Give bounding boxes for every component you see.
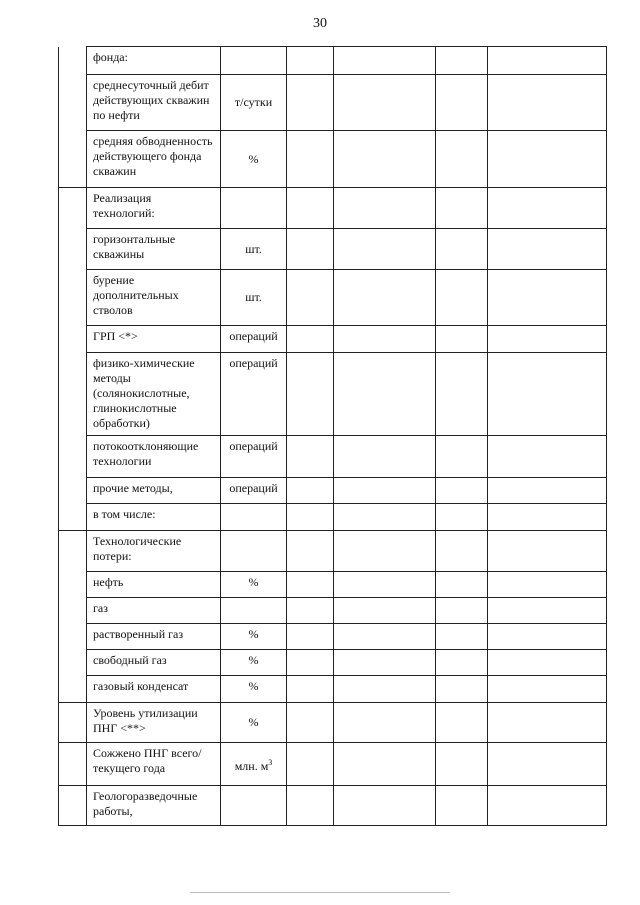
unit-cell <box>221 703 287 743</box>
value-cell <box>287 75 334 131</box>
value-cell <box>287 353 334 436</box>
table-row <box>59 531 607 572</box>
value-cell <box>488 504 607 531</box>
unit-text: операций <box>229 439 278 453</box>
value-cell <box>287 676 334 703</box>
table-row <box>59 676 607 703</box>
value-cell <box>436 229 488 270</box>
value-cell <box>488 188 607 229</box>
indicator-label: газовый конденсат <box>87 676 221 703</box>
value-cell <box>334 786 436 826</box>
unit-text: % <box>248 151 259 166</box>
indicator-label: потокоотклоняющие технологии <box>87 436 221 478</box>
unit-cell <box>221 743 287 786</box>
value-cell <box>488 436 607 478</box>
row-marker-cell <box>59 531 87 572</box>
value-cell <box>436 703 488 743</box>
value-cell <box>287 188 334 229</box>
value-cell <box>334 624 436 650</box>
unit-text: операций <box>229 481 278 495</box>
value-cell <box>488 270 607 326</box>
value-cell <box>488 131 607 188</box>
unit-text: % <box>248 715 259 729</box>
value-cell <box>334 326 436 353</box>
value-cell <box>334 504 436 531</box>
table-row <box>59 326 607 353</box>
value-cell <box>334 531 436 572</box>
unit-text: % <box>248 627 259 641</box>
value-cell <box>436 504 488 531</box>
indicator-label: Реализация технологий: <box>87 188 221 229</box>
unit-cell <box>221 478 287 504</box>
unit-cell <box>221 598 287 624</box>
table-row <box>59 504 607 531</box>
unit-text: % <box>248 575 259 589</box>
unit-text: шт. <box>245 290 262 304</box>
row-marker-cell <box>59 131 87 188</box>
value-cell <box>334 676 436 703</box>
table-row <box>59 47 607 75</box>
value-cell <box>287 703 334 743</box>
indicator-label: растворенный газ <box>87 624 221 650</box>
table-row <box>59 743 607 786</box>
value-cell <box>334 75 436 131</box>
value-cell <box>334 598 436 624</box>
row-marker-cell <box>59 650 87 676</box>
value-cell <box>436 624 488 650</box>
row-marker-cell <box>59 47 87 75</box>
indicator-label: Технологические потери: <box>87 531 221 572</box>
value-cell <box>436 598 488 624</box>
unit-cell <box>221 650 287 676</box>
indicator-label: нефть <box>87 572 221 598</box>
table-row <box>59 598 607 624</box>
row-marker-cell <box>59 786 87 826</box>
unit-superscript: 3 <box>268 757 273 767</box>
value-cell <box>334 353 436 436</box>
value-cell <box>488 624 607 650</box>
value-cell <box>287 478 334 504</box>
value-cell <box>287 531 334 572</box>
value-cell <box>287 572 334 598</box>
value-cell <box>436 75 488 131</box>
value-cell <box>287 624 334 650</box>
unit-text: операций <box>229 356 278 370</box>
unit-cell <box>221 75 287 131</box>
row-marker-cell <box>59 436 87 478</box>
row-marker-cell <box>59 353 87 436</box>
value-cell <box>488 676 607 703</box>
value-cell <box>287 131 334 188</box>
value-cell <box>334 47 436 75</box>
unit-cell <box>221 572 287 598</box>
unit-cell <box>221 676 287 703</box>
row-marker-cell <box>59 229 87 270</box>
unit-text: шт. <box>245 241 262 256</box>
unit-cell <box>221 188 287 229</box>
value-cell <box>436 743 488 786</box>
value-cell <box>488 75 607 131</box>
unit-text: операций <box>229 329 278 343</box>
unit-cell <box>221 270 287 326</box>
value-cell <box>488 650 607 676</box>
unit-cell <box>221 624 287 650</box>
value-cell <box>436 326 488 353</box>
table-row <box>59 572 607 598</box>
value-cell <box>436 353 488 436</box>
value-cell <box>488 326 607 353</box>
unit-text: т/сутки <box>234 95 273 109</box>
value-cell <box>287 229 334 270</box>
value-cell <box>436 650 488 676</box>
value-cell <box>488 743 607 786</box>
value-cell <box>436 270 488 326</box>
indicator-label: горизонтальные скважины <box>87 229 221 270</box>
row-marker-cell <box>59 598 87 624</box>
unit-cell <box>221 504 287 531</box>
table-row <box>59 353 607 436</box>
value-cell <box>436 531 488 572</box>
row-marker-cell <box>59 624 87 650</box>
row-marker-cell <box>59 326 87 353</box>
indicator-label: ГРП <*> <box>87 326 221 353</box>
unit-cell <box>221 353 287 436</box>
unit-cell <box>221 47 287 75</box>
table-row <box>59 650 607 676</box>
unit-cell <box>221 131 287 188</box>
unit-cell <box>221 229 287 270</box>
table-row <box>59 270 607 326</box>
table-row <box>59 131 607 188</box>
value-cell <box>488 598 607 624</box>
table-row <box>59 703 607 743</box>
indicator-label: средняя обводненность действующего фонда скважин <box>87 131 221 188</box>
unit-cell <box>221 326 287 353</box>
table-row <box>59 786 607 826</box>
value-cell <box>488 229 607 270</box>
row-marker-cell <box>59 75 87 131</box>
table-row <box>59 188 607 229</box>
value-cell <box>436 478 488 504</box>
indicator-label: Уровень утилизации ПНГ <**> <box>87 703 221 743</box>
value-cell <box>287 326 334 353</box>
table-row <box>59 478 607 504</box>
indicator-label: свободный газ <box>87 650 221 676</box>
value-cell <box>436 436 488 478</box>
bottom-rule <box>190 892 450 893</box>
indicator-label: прочие методы, <box>87 478 221 504</box>
value-cell <box>287 270 334 326</box>
table-row <box>59 436 607 478</box>
indicator-label: Сожжено ПНГ всего/текущего года <box>87 743 221 786</box>
indicator-label: в том числе: <box>87 504 221 531</box>
value-cell <box>436 47 488 75</box>
value-cell <box>436 676 488 703</box>
value-cell <box>334 650 436 676</box>
row-marker-cell <box>59 572 87 598</box>
value-cell <box>334 743 436 786</box>
row-marker-cell <box>59 676 87 703</box>
value-cell <box>287 436 334 478</box>
value-cell <box>436 131 488 188</box>
unit-text: млн. м <box>234 758 269 773</box>
table-row <box>59 75 607 131</box>
row-marker-cell <box>59 703 87 743</box>
value-cell <box>488 47 607 75</box>
value-cell <box>488 703 607 743</box>
indicators-table <box>58 46 607 826</box>
unit-text: % <box>248 653 259 667</box>
value-cell <box>287 598 334 624</box>
value-cell <box>334 229 436 270</box>
indicator-label: фонда: <box>87 47 221 75</box>
value-cell <box>436 188 488 229</box>
page-number: 30 <box>313 16 327 31</box>
value-cell <box>488 572 607 598</box>
row-marker-cell <box>59 743 87 786</box>
value-cell <box>334 270 436 326</box>
unit-cell <box>221 786 287 826</box>
indicator-label: Геологоразведочные работы, <box>87 786 221 826</box>
row-marker-cell <box>59 270 87 326</box>
value-cell <box>334 436 436 478</box>
unit-cell <box>221 436 287 478</box>
value-cell <box>488 353 607 436</box>
table-row <box>59 229 607 270</box>
value-cell <box>334 478 436 504</box>
indicator-label: газ <box>87 598 221 624</box>
value-cell <box>488 531 607 572</box>
value-cell <box>488 786 607 826</box>
value-cell <box>334 572 436 598</box>
row-marker-cell <box>59 478 87 504</box>
row-marker-cell <box>59 188 87 229</box>
value-cell <box>287 786 334 826</box>
value-cell <box>287 650 334 676</box>
value-cell <box>287 504 334 531</box>
value-cell <box>488 478 607 504</box>
value-cell <box>287 47 334 75</box>
unit-cell <box>221 531 287 572</box>
value-cell <box>334 188 436 229</box>
unit-text: % <box>248 679 259 693</box>
indicator-label: физико-химические методы (солянокислотные, глинокислотные обработки) <box>87 353 221 436</box>
indicator-label: бурение дополнительных стволов <box>87 270 221 326</box>
value-cell <box>334 131 436 188</box>
value-cell <box>436 572 488 598</box>
indicator-label: среднесуточный дебит действующих скважин по нефти <box>87 75 221 131</box>
row-marker-cell <box>59 504 87 531</box>
value-cell <box>436 786 488 826</box>
table-row <box>59 624 607 650</box>
value-cell <box>287 743 334 786</box>
value-cell <box>334 703 436 743</box>
